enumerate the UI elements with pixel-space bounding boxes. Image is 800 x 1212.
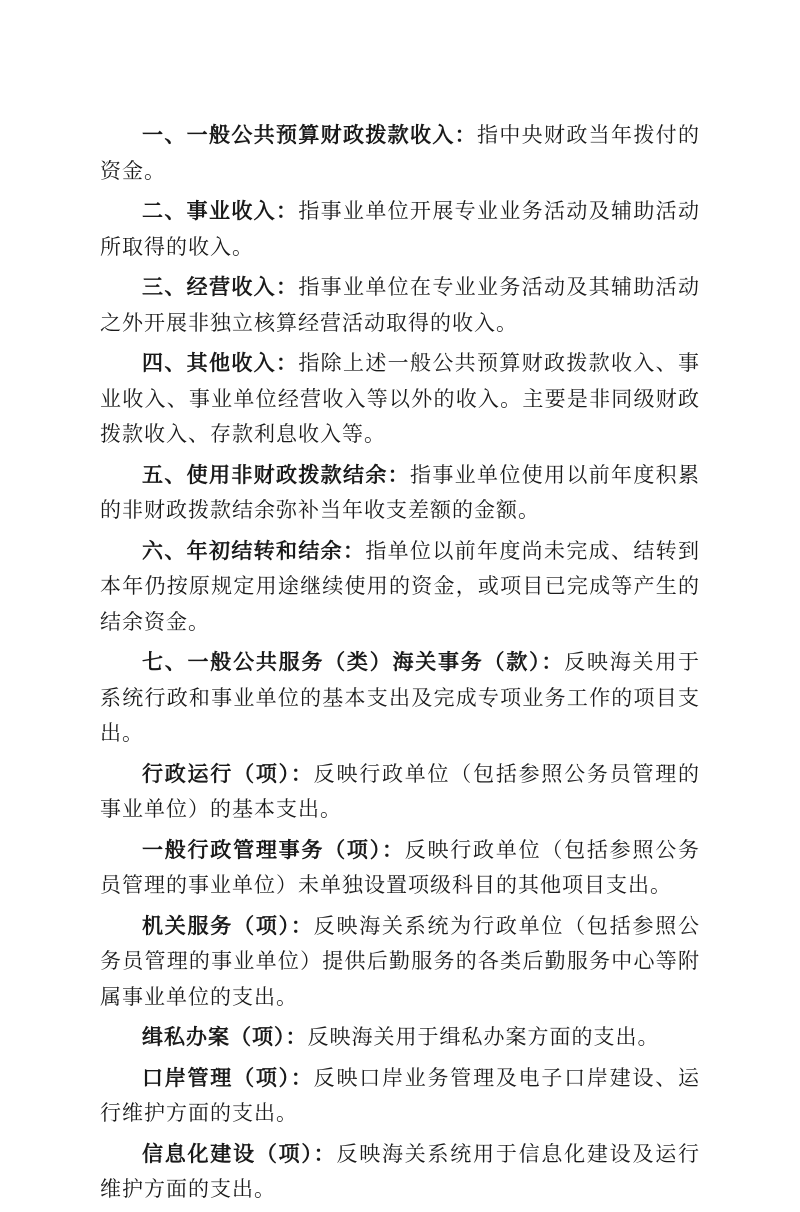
definition-text: 指事业单位开展专业业务活动及辅助活动所取得的收入。 <box>100 199 701 259</box>
definition-term: 行政运行（项）： <box>142 760 314 786</box>
definition-term: 三、经营收入： <box>142 274 299 299</box>
definition-text: 指中央财政当年拨付的资金。 <box>100 123 700 183</box>
definition-term: 一、一般公共预算财政拨款收入： <box>142 122 477 147</box>
definition-port-management <box>100 1060 700 1132</box>
definition-carryover-and-surplus <box>100 533 700 641</box>
definition-text: 反映行政单位（包括参照公务员管理的事业单位）未单独设置项级科目的其他项目支出。 <box>100 837 700 897</box>
definition-agency-services <box>100 908 700 1016</box>
definition-term: 一般行政管理事务（项）： <box>142 836 405 862</box>
definition-term: 口岸管理（项）： <box>142 1064 314 1090</box>
definition-anti-smuggling-cases <box>100 1019 700 1056</box>
definition-term: 信息化建设（项）： <box>142 1140 337 1166</box>
definition-operating-income <box>100 269 700 341</box>
definition-term: 二、事业收入： <box>142 198 299 223</box>
definition-general-budget-appropriation-income <box>100 117 700 189</box>
definition-text: 指除上述一般公共预算财政拨款收入、事业收入、事业单位经营收入等以外的收入。主要是非同级财政拨款收入、存款利息收入等。 <box>100 351 701 446</box>
definition-customs-affairs <box>100 644 700 752</box>
definition-text: 反映行政单位（包括参照公务员管理的事业单位）的基本支出。 <box>100 761 701 821</box>
definition-administrative-operation <box>100 756 700 828</box>
definition-non-fiscal-surplus-use <box>100 457 700 529</box>
definition-text: 反映海关用于缉私办案方面的支出。 <box>307 1025 660 1049</box>
definition-informatization-construction <box>100 1136 700 1208</box>
definition-general-administrative-affairs <box>100 832 700 904</box>
definition-term: 七、一般公共服务（类）海关事务（款）： <box>142 649 565 674</box>
definition-text: 反映口岸业务管理及电子口岸建设、运行维护方面的支出。 <box>100 1065 701 1125</box>
definition-text: 指事业单位在专业业务活动及其辅助活动之外开展非独立核算经营活动取得的收入。 <box>100 275 701 335</box>
definition-text: 反映海关系统为行政单位（包括参照公务员管理的事业单位）提供后勤服务的各类后勤服务中心等附属事业单位的支出。 <box>100 913 701 1009</box>
definition-term: 缉私办案（项）： <box>142 1024 308 1049</box>
definition-term: 五、使用非财政拨款结余： <box>142 461 410 487</box>
definition-term: 六、年初结转和结余： <box>142 537 366 563</box>
document-page <box>100 117 700 1212</box>
definition-business-income <box>100 193 700 265</box>
definition-text: 反映海关系统用于信息化建设及运行维护方面的支出。 <box>100 1141 700 1201</box>
definition-term: 四、其他收入： <box>142 350 299 375</box>
definition-text: 指事业单位使用以前年度积累的非财政拨款结余弥补当年收支差额的金额。 <box>100 462 700 522</box>
definition-text: 指单位以前年度尚未完成、结转到本年仍按原规定用途继续使用的资金，或项目已完成等产生的结余资金。 <box>100 538 701 634</box>
definition-other-income <box>100 345 700 453</box>
definition-text: 反映海关用于系统行政和事业单位的基本支出及完成专项业务工作的项目支出。 <box>100 650 701 745</box>
definition-term: 机关服务（项）： <box>142 912 314 938</box>
